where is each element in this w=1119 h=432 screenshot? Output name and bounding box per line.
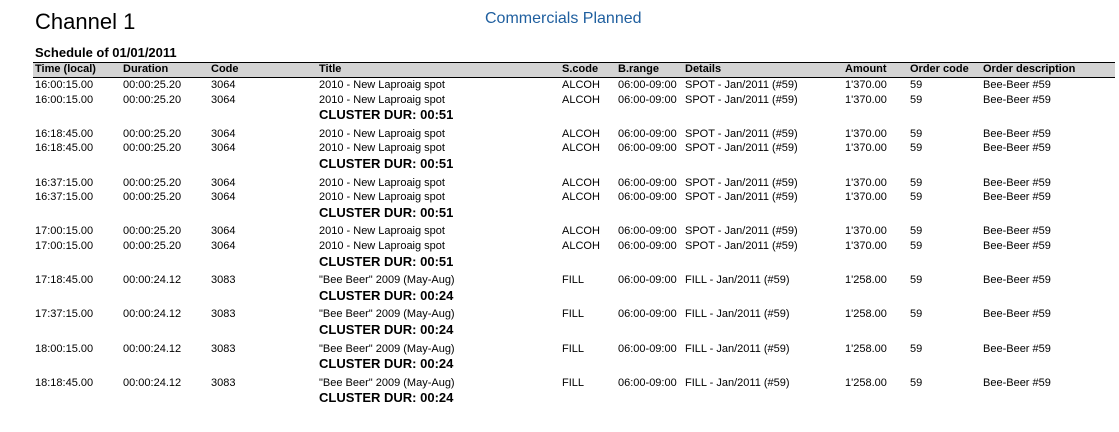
col-time: 17:18:45.00 [35,274,94,287]
col-brange: 06:00-09:00 [618,376,677,389]
col-order-code: 59 [910,191,923,204]
col-duration: 00:00:25.20 [123,142,182,155]
col-amount: 1'370.00 [845,93,887,106]
col-time: 17:00:15.00 [35,240,94,252]
cluster-duration: CLUSTER DUR: 00:51 [319,107,454,123]
col-duration: 00:00:24.12 [123,308,182,321]
col-amount: 1'370.00 [845,176,887,189]
col-order-code: 59 [910,127,923,140]
col-title: "Bee Beer" 2009 (May-Aug) [319,376,455,389]
col-amount: 1'258.00 [845,274,887,287]
col-order-code: 59 [910,240,923,252]
col-order-description: Bee-Beer #59 [983,79,1051,91]
cluster-duration: CLUSTER DUR: 00:24 [319,390,454,406]
col-duration: 00:00:24.12 [123,376,182,389]
col-details: SPOT - Jan/2011 (#59) [685,240,798,252]
col-amount: 1'370.00 [845,240,887,252]
col-scode: ALCOH [562,176,600,189]
col-scode: FILL [562,274,585,287]
col-duration: 00:00:25.20 [123,93,182,106]
col-amount: 1'258.00 [845,376,887,389]
col-amount: 1'370.00 [845,127,887,140]
col-time: 16:37:15.00 [35,176,94,189]
col-code: 3064 [211,93,236,106]
col-code: 3083 [211,308,236,321]
col-details: SPOT - Jan/2011 (#59) [685,127,798,140]
col-scode: FILL [562,342,585,355]
col-order-description: Bee-Beer #59 [983,376,1051,389]
col-scode: ALCOH [562,93,600,106]
cluster-duration: CLUSTER DUR: 00:24 [319,322,454,337]
col-brange: 06:00-09:00 [618,79,677,91]
col-details: SPOT - Jan/2011 (#59) [685,176,798,189]
col-time: 16:18:45.00 [35,142,94,155]
col-title: 2010 - New Laproaig spot [319,142,445,155]
col-code: 3064 [211,176,236,189]
col-time: 16:37:15.00 [35,191,94,204]
col-scode: FILL [562,308,585,321]
col-order-code: 59 [910,274,923,287]
header-scode: S.code [562,63,599,75]
col-scode: ALCOH [562,225,600,238]
col-amount: 1'258.00 [845,342,887,355]
col-title: 2010 - New Laproaig spot [319,79,445,91]
col-brange: 06:00-09:00 [618,142,677,155]
col-duration: 00:00:25.20 [123,240,182,252]
col-time: 16:00:15.00 [35,93,94,106]
col-order-code: 59 [910,342,923,355]
col-code: 3064 [211,79,236,91]
col-brange: 06:00-09:00 [618,308,677,321]
col-title: 2010 - New Laproaig spot [319,191,445,204]
cluster-duration: CLUSTER DUR: 00:51 [319,204,454,220]
col-duration: 00:00:24.12 [123,342,182,355]
cluster-duration: CLUSTER DUR: 00:24 [319,356,454,372]
header-title: Title [319,63,342,75]
col-time: 16:18:45.00 [35,127,94,140]
header-time: Time (local) [35,63,96,75]
col-title: "Bee Beer" 2009 (May-Aug) [319,274,455,287]
col-details: SPOT - Jan/2011 (#59) [685,142,798,155]
col-scode: ALCOH [562,142,600,155]
header-order-description: Order description [983,63,1076,75]
col-scode: ALCOH [562,240,600,252]
col-scode: ALCOH [562,127,600,140]
col-scode: FILL [562,376,585,389]
col-order-code: 59 [910,225,923,238]
col-brange: 06:00-09:00 [618,342,677,355]
header-code: Code [211,63,239,75]
col-details: SPOT - Jan/2011 (#59) [685,191,798,204]
col-title: 2010 - New Laproaig spot [319,127,445,140]
col-order-code: 59 [910,176,923,189]
cluster-duration: CLUSTER DUR: 00:51 [319,156,454,171]
col-order-description: Bee-Beer #59 [983,93,1051,106]
col-scode: ALCOH [562,191,600,204]
col-details: FILL - Jan/2011 (#59) [685,376,790,389]
col-duration: 00:00:25.20 [123,191,182,204]
col-title: 2010 - New Laproaig spot [319,176,445,189]
col-order-description: Bee-Beer #59 [983,176,1051,189]
col-title: 2010 - New Laproaig spot [319,240,445,252]
cluster-duration: CLUSTER DUR: 00:51 [319,253,454,269]
col-details: SPOT - Jan/2011 (#59) [685,93,798,106]
cluster-duration: CLUSTER DUR: 00:24 [319,287,454,303]
col-code: 3064 [211,191,236,204]
col-amount: 1'370.00 [845,191,887,204]
header-details: Details [685,63,722,75]
col-details: FILL - Jan/2011 (#59) [685,308,790,321]
col-order-description: Bee-Beer #59 [983,127,1051,140]
col-brange: 06:00-09:00 [618,127,677,140]
col-title: 2010 - New Laproaig spot [319,225,445,238]
col-code: 3064 [211,127,236,140]
col-time: 18:18:45.00 [35,376,94,389]
col-details: FILL - Jan/2011 (#59) [685,342,790,355]
col-time: 17:00:15.00 [35,225,94,238]
report-title: Commercials Planned [485,10,642,27]
col-brange: 06:00-09:00 [618,93,677,106]
col-amount: 1'370.00 [845,142,887,155]
col-title: "Bee Beer" 2009 (May-Aug) [319,342,455,355]
col-order-description: Bee-Beer #59 [983,225,1051,238]
col-details: FILL - Jan/2011 (#59) [685,274,790,287]
col-duration: 00:00:25.20 [123,176,182,189]
col-code: 3064 [211,225,236,238]
col-order-description: Bee-Beer #59 [983,274,1051,287]
schedule-date: Schedule of 01/01/2011 [35,45,177,60]
col-duration: 00:00:25.20 [123,225,182,238]
col-title: "Bee Beer" 2009 (May-Aug) [319,308,455,321]
col-code: 3064 [211,240,236,252]
col-code: 3064 [211,142,236,155]
channel-title: Channel 1 [35,9,136,34]
col-order-description: Bee-Beer #59 [983,240,1051,252]
col-brange: 06:00-09:00 [618,274,677,287]
col-duration: 00:00:25.20 [123,79,182,91]
col-brange: 06:00-09:00 [618,240,677,252]
col-amount: 1'370.00 [845,79,887,91]
col-amount: 1'258.00 [845,308,887,321]
col-time: 17:37:15.00 [35,308,94,321]
col-brange: 06:00-09:00 [618,176,677,189]
col-details: SPOT - Jan/2011 (#59) [685,225,798,238]
col-order-code: 59 [910,142,923,155]
col-code: 3083 [211,342,236,355]
header-amount: Amount [845,63,887,75]
col-time: 16:00:15.00 [35,79,94,91]
col-title: 2010 - New Laproaig spot [319,93,445,106]
col-duration: 00:00:24.12 [123,274,182,287]
header-brange: B.range [618,63,659,75]
col-brange: 06:00-09:00 [618,225,677,238]
col-duration: 00:00:25.20 [123,127,182,140]
col-order-code: 59 [910,79,923,91]
col-order-code: 59 [910,308,923,321]
col-scode: ALCOH [562,79,600,91]
col-details: SPOT - Jan/2011 (#59) [685,79,798,91]
header-order-code: Order code [910,63,969,75]
col-order-code: 59 [910,93,923,106]
col-code: 3083 [211,274,236,287]
col-amount: 1'370.00 [845,225,887,238]
col-order-description: Bee-Beer #59 [983,308,1051,321]
col-order-description: Bee-Beer #59 [983,142,1051,155]
header-duration: Duration [123,63,169,75]
col-order-description: Bee-Beer #59 [983,191,1051,204]
col-time: 18:00:15.00 [35,342,94,355]
col-order-code: 59 [910,376,923,389]
col-code: 3083 [211,376,236,389]
col-brange: 06:00-09:00 [618,191,677,204]
col-order-description: Bee-Beer #59 [983,342,1051,355]
